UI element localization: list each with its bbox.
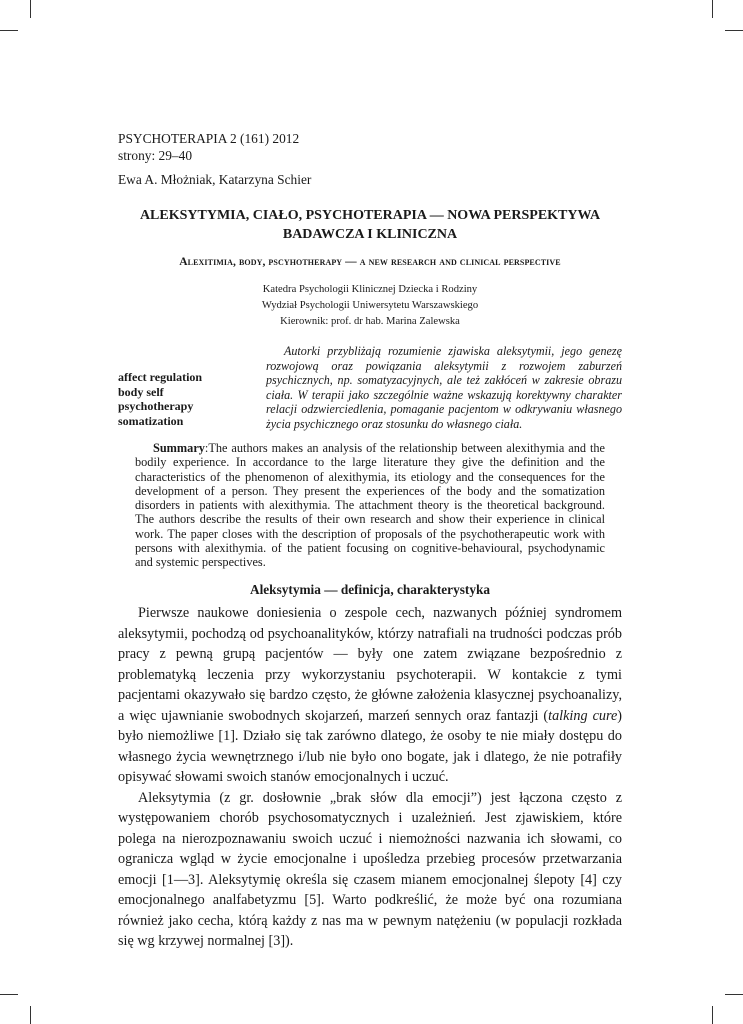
affiliation-line: Katedra Psychologii Klinicznej Dziecka i Rodziny bbox=[262, 284, 478, 295]
title-line: ALEKSYTYMIA, CIAŁO, PSYCHOTERAPIA — NOWA PERSPEKTYWA bbox=[139, 208, 601, 223]
section-heading: Aleksytymia — definicja, charakterystyka bbox=[249, 582, 491, 597]
journal-citation: PSYCHOTERAPIA 2 (161) 2012 bbox=[118, 131, 300, 146]
page-range: strony: 29–40 bbox=[118, 148, 193, 163]
keyword: affect regulation bbox=[118, 370, 203, 384]
summary-label: Summary bbox=[153, 441, 205, 455]
crop-mark bbox=[712, 0, 713, 18]
paragraph bbox=[118, 603, 622, 788]
keyword: somatization bbox=[118, 413, 184, 428]
body-text bbox=[118, 603, 622, 952]
article-title bbox=[110, 206, 630, 244]
crop-mark bbox=[30, 1006, 31, 1024]
polish-abstract: Autorki przybliżają rozumienie zjawiska aleksytymii, jego genezę rozwojową oraz powiązania aleksytymii z rozwojem zaburzeń psychicznych, np. somatyzacyjnych, ale też zakłóceń w zakresie obrazu ciała. W terapii jako szczególnie ważne wskazują korektywny charakter relacji odzwierciedlenia, pomaganie pacjentom w odkrywaniu własnego życia psychicznego oraz stosunku do własnego ciała. bbox=[266, 344, 622, 431]
english-title: Alexitimia, body, pscyhotherapy — a new research and clinical perspective bbox=[179, 256, 561, 268]
crop-mark bbox=[30, 0, 31, 18]
crop-mark bbox=[725, 30, 743, 31]
paragraph: Aleksytymia (z gr. dosłownie „brak słów dla emocji”) jest łączona często z występowaniem chorób psychosomatycznych i uzależnień. Jest zjawiskiem, które polega na nierozpoznawaniu swoich uczuć i niemożności nazwania ich słowami, co ogranicza wgląd w życie emocjonalne i upośledza przebieg procesów przetwarzania emocji [1—3]. Aleksytymię określa się czasem mianem emocjonalnej ślepoty [4] czy emocjonalnego analfabetyzmu [5]. Warto podkreślić, że może być ona rozumiana również jako cecha, którą każdy z nas ma w pewnym natężeniu (w populacji rozkłada się wg krzywej normalnej [3]). bbox=[118, 789, 622, 949]
crop-mark bbox=[0, 30, 18, 31]
emphasis: talking cure bbox=[548, 707, 618, 724]
keywords-list bbox=[118, 370, 258, 428]
authors: Ewa A. Młożniak, Katarzyna Schier bbox=[118, 172, 312, 187]
crop-mark bbox=[725, 994, 743, 995]
crop-mark bbox=[0, 994, 18, 995]
paragraph-text: ) było niemożliwe [1]. Działo się tak zarówno dlatego, że osoby te nie miały dostępu do własnego życia wewnętrznego i/lub nie było ono bogate, jak i dlatego, że nie potrafiły opisywać słowami swoich stanów emocjonalnych i uczuć. bbox=[118, 707, 622, 785]
english-summary bbox=[135, 441, 605, 570]
keyword: psychotherapy bbox=[118, 399, 194, 414]
affiliation bbox=[200, 282, 540, 330]
affiliation-line: Kierownik: prof. dr hab. Marina Zalewska bbox=[280, 316, 460, 327]
keyword: body self bbox=[118, 384, 164, 399]
summary-text: :The authors makes an analysis of the relationship between alexithymia and the bodily experience. In accordance to the large literature they give the definition and the characteristics of the phenomenon of alexithymia, its etiology and the consequences for the development of a person. They present the experiences of the body and the somatization disorders in patients with alexithymia. The attachment theory is the theoretical background. The authors describe the results of their own research and show their experience in clinical work. The paper closes with the description of proposals of the psychotherapeutic work with persons with alexithymia. of the patient focusing on cognitive-behavioural, psychodynamic and systemic perspectives. bbox=[135, 441, 605, 570]
paragraph-text: Pierwsze naukowe doniesienia o zespole cech, nazwanych później syndromem aleksytymii, pochodzą od psychoanalityków, którzy natrafiali na trudności podczas prób pracy z pewną grupą pacjentów — były one zatem związane bezpośrednio z problematyką leczenia przy wykorzystaniu psychoterapii. W kontakcie z tymi pacjentami okazywało się bardzo często, że główne założenia klasycznej psychoanalizy, a więc ujawnianie swobodnych skojarzeń, marzeń sennych oraz fantazji ( bbox=[118, 605, 622, 724]
affiliation-line: Wydział Psychologii Uniwersytetu Warszawskiego bbox=[261, 300, 479, 311]
title-line: BADAWCZA I KLINICZNA bbox=[282, 227, 458, 242]
crop-mark bbox=[712, 1006, 713, 1024]
